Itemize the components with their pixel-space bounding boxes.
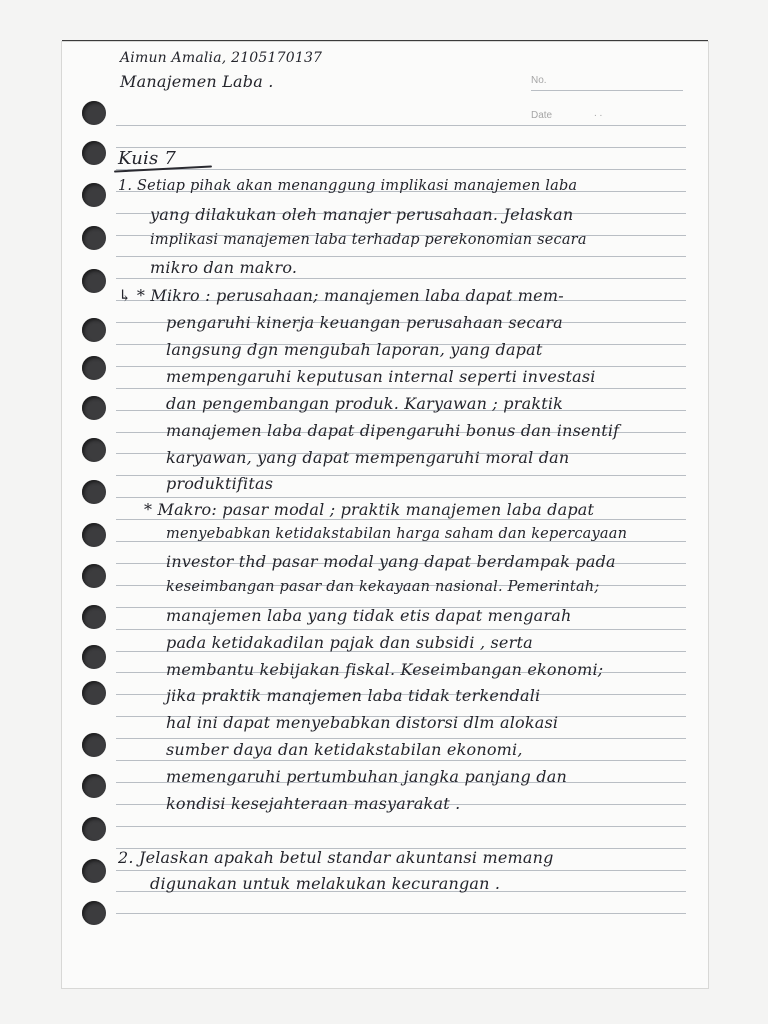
binder-hole bbox=[82, 901, 106, 925]
binder-hole bbox=[82, 817, 106, 841]
handwritten-line: pengaruhi kinerja keuangan perusahaan secara bbox=[166, 313, 563, 332]
handwritten-line: mikro dan makro. bbox=[150, 258, 298, 277]
ruled-line bbox=[116, 760, 686, 761]
handwritten-line: membantu kebijakan fiskal. Keseimbangan ekonomi; bbox=[166, 660, 604, 679]
handwritten-line: manajemen laba yang tidak etis dapat mengarah bbox=[166, 606, 572, 625]
ruled-line bbox=[116, 519, 686, 520]
handwritten-line: produktifitas bbox=[166, 474, 274, 493]
ruled-line bbox=[116, 826, 686, 827]
ruled-line bbox=[116, 147, 686, 148]
binder-hole bbox=[82, 141, 106, 165]
ruled-line bbox=[116, 913, 686, 914]
date-label: Date bbox=[531, 110, 553, 121]
ruled-line bbox=[116, 870, 686, 871]
handwritten-line: 1. Setiap pihak akan menanggung implikasi manajemen laba bbox=[118, 178, 578, 194]
quiz-title: Kuis 7 bbox=[118, 148, 177, 169]
handwritten-line: 2. Jelaskan apakah betul standar akuntansi memang bbox=[118, 848, 554, 867]
handwritten-line: dan pengembangan produk. Karyawan ; praktik bbox=[166, 394, 564, 413]
ruled-line bbox=[116, 169, 686, 170]
binder-hole bbox=[82, 645, 106, 669]
handwritten-line: sumber daya dan ketidakstabilan ekonomi, bbox=[166, 740, 523, 759]
binder-hole bbox=[82, 480, 106, 504]
student-name-id: Aimun Amalia, 2105170137 bbox=[120, 50, 323, 66]
handwritten-line: langsung dgn mengubah laporan, yang dapat bbox=[166, 340, 543, 359]
binder-hole bbox=[82, 774, 106, 798]
handwritten-line: pada ketidakadilan pajak dan subsidi , serta bbox=[166, 633, 533, 652]
binder-hole bbox=[82, 859, 106, 883]
handwritten-line: ↳ * Mikro : perusahaan; manajemen laba dapat mem- bbox=[118, 286, 564, 305]
binder-hole bbox=[82, 356, 106, 380]
binder-hole bbox=[82, 523, 106, 547]
binder-hole bbox=[82, 438, 106, 462]
handwritten-line: manajemen laba dapat dipengaruhi bonus dan insentif bbox=[166, 421, 620, 440]
ruled-line bbox=[116, 256, 686, 257]
binder-hole bbox=[82, 605, 106, 629]
handwritten-line: karyawan, yang dapat mempengaruhi moral dan bbox=[166, 448, 570, 467]
no-label: No. bbox=[531, 75, 547, 86]
ruled-line bbox=[116, 738, 686, 739]
course-title: Manajemen Laba . bbox=[120, 72, 274, 91]
handwritten-line: keseimbangan pasar dan kekayaan nasional. Pemerintah; bbox=[166, 579, 600, 595]
ruled-line bbox=[116, 497, 686, 498]
handwritten-line: digunakan untuk melakukan kecurangan . bbox=[150, 874, 501, 893]
handwritten-line: jika praktik manajemen laba tidak terkendali bbox=[166, 686, 541, 705]
binder-hole bbox=[82, 226, 106, 250]
binder-hole bbox=[82, 101, 106, 125]
header-line bbox=[531, 125, 683, 126]
ruled-line bbox=[116, 629, 686, 630]
handwritten-line: hal ini dapat menyebabkan distorsi dlm alokasi bbox=[166, 713, 559, 732]
date-dots: . . bbox=[594, 108, 603, 119]
handwritten-line: mempengaruhi keputusan internal seperti investasi bbox=[166, 367, 596, 386]
handwritten-line: memengaruhi pertumbuhan jangka panjang dan bbox=[166, 767, 567, 786]
handwritten-line: kondisi kesejahteraan masyarakat . bbox=[166, 794, 461, 813]
binder-hole bbox=[82, 681, 106, 705]
binder-hole bbox=[82, 318, 106, 342]
binder-hole bbox=[82, 564, 106, 588]
binder-hole bbox=[82, 269, 106, 293]
handwritten-line: * Makro: pasar modal ; praktik manajemen laba dapat bbox=[144, 500, 595, 519]
handwritten-line: yang dilakukan oleh manajer perusahaan. Jelaskan bbox=[150, 205, 574, 224]
binder-hole bbox=[82, 183, 106, 207]
binder-hole bbox=[82, 396, 106, 420]
ruled-line bbox=[116, 278, 686, 279]
header-line bbox=[531, 90, 683, 91]
binder-hole bbox=[82, 733, 106, 757]
ruled-line bbox=[116, 388, 686, 389]
handwritten-line: menyebabkan ketidakstabilan harga saham dan kepercayaan bbox=[166, 526, 628, 542]
handwritten-line: investor thd pasar modal yang dapat berdampak pada bbox=[166, 552, 616, 571]
handwritten-line: implikasi manajemen laba terhadap perekonomian secara bbox=[150, 232, 587, 248]
